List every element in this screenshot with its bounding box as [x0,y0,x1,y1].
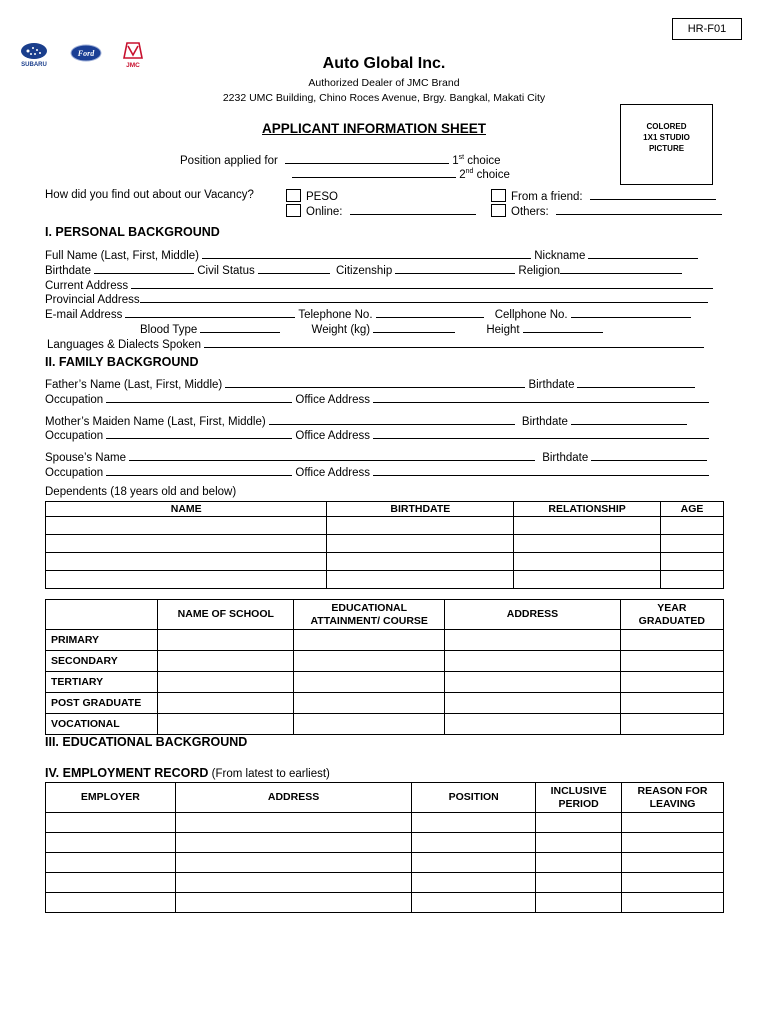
father-birthdate-field[interactable] [577,377,695,388]
blood-type-field[interactable] [200,322,280,333]
employment-heading: IV. EMPLOYMENT RECORD [45,766,209,780]
mother-birthdate-field[interactable] [571,414,687,425]
mother-office-address-field[interactable] [373,428,709,439]
friend-checkbox[interactable] [491,189,506,202]
current-address-row: Current Address [45,278,713,292]
others-field[interactable] [556,204,722,215]
education-header-address: ADDRESS [445,600,620,630]
father-row: Father’s Name (Last, First, Middle) Birthdate [45,377,695,391]
weight-field[interactable] [373,322,455,333]
birthdate-field[interactable] [94,263,194,274]
photo-box [620,104,713,185]
company-address: 2232 UMC Building, Chino Roces Avenue, Brgy. Bangkal, Makati City [222,92,546,104]
online-checkbox[interactable] [286,204,301,217]
full-name-field[interactable] [202,248,531,259]
employment-heading-row [45,766,330,780]
table-row [46,693,724,714]
sheet-title: APPLICANT INFORMATION SHEET [262,121,486,136]
position-second-row: 2nd choice [292,167,510,181]
company-name: Auto Global Inc. [322,55,446,72]
education-row-label: SECONDARY [46,651,158,672]
dependents-label: Dependents (18 years old and below) [45,486,237,498]
table-row [46,873,724,893]
table-row [46,535,724,553]
table-row [46,553,724,571]
education-header-year: YEAR GRADUATED [620,600,723,630]
dependents-table [45,501,724,589]
others-checkbox[interactable] [491,204,506,217]
vacancy-others[interactable]: Others: [491,204,722,218]
mother-row: Mother’s Maiden Name (Last, First, Middle) Birthdate [45,414,687,428]
height-field[interactable] [523,322,603,333]
spouse-row: Spouse’s Name Birthdate [45,450,707,464]
nickname-field[interactable] [588,248,698,259]
mother-name-field[interactable] [269,414,515,425]
cellphone-field[interactable] [571,307,691,318]
dependents-header-name: NAME [46,502,327,517]
dependents-header-relationship: RELATIONSHIP [514,502,661,517]
employment-header-address: ADDRESS [175,783,412,813]
provincial-address-row: Provincial Address [45,292,708,306]
physical-row: Blood Type Weight (kg) Height [140,322,603,336]
citizenship-field[interactable] [395,263,515,274]
photo-box-line-1: COLORED [646,122,687,131]
company-tagline: Authorized Dealer of JMC Brand [308,77,460,89]
telephone-field[interactable] [376,307,484,318]
table-row [46,571,724,589]
table-row [46,833,724,853]
personal-heading: I. PERSONAL BACKGROUND [45,225,220,239]
vacancy-peso[interactable]: PESO [286,189,338,203]
peso-checkbox[interactable] [286,189,301,202]
education-header-blank [46,600,158,630]
table-row [46,630,724,651]
current-address-field[interactable] [131,278,713,289]
education-heading: III. EDUCATIONAL BACKGROUND [45,735,248,749]
spouse-office-address-field[interactable] [373,465,709,476]
mother-occupation-row: Occupation Office Address [45,428,709,442]
svg-text:JMC: JMC [126,62,140,69]
table-row [46,813,724,833]
employment-note: (From latest to earliest) [211,768,330,780]
provincial-address-field[interactable] [140,292,708,303]
civil-status-field[interactable] [258,263,330,274]
photo-box-line-3: PICTURE [648,144,685,153]
father-occupation-field[interactable] [106,392,292,403]
table-row [46,893,724,913]
email-field[interactable] [125,307,295,318]
employment-header-period: INCLUSIVE PERIOD [536,783,622,813]
religion-field[interactable] [560,263,682,274]
education-table [45,599,724,735]
employment-header-position: POSITION [412,783,536,813]
position-first-choice-field[interactable] [285,153,449,164]
employment-header-employer: EMPLOYER [46,783,176,813]
father-office-address-field[interactable] [373,392,709,403]
birthdate-row: Birthdate Civil Status Citizenship Religion [45,263,682,277]
table-row [46,853,724,873]
dependents-header-age: AGE [661,502,724,517]
languages-field[interactable] [204,337,704,348]
employment-header-reason: REASON FOR LEAVING [622,783,724,813]
father-occupation-row: Occupation Office Address [45,392,709,406]
table-row [46,714,724,735]
dependents-header-birthdate: BIRTHDATE [327,502,514,517]
mother-occupation-field[interactable] [106,428,292,439]
form-code: HR-F01 [672,18,742,40]
online-field[interactable] [350,204,476,215]
father-name-field[interactable] [225,377,525,388]
contact-row: E-mail Address Telephone No. Cellphone No. [45,307,691,321]
svg-text:SUBARU: SUBARU [21,62,47,68]
employment-table [45,782,724,913]
spouse-occupation-field[interactable] [106,465,292,476]
position-first-row: Position applied for 1st choice [180,154,501,167]
position-label: Position applied for [180,155,278,167]
table-row [46,517,724,535]
table-row [46,672,724,693]
spouse-occupation-row: Occupation Office Address [45,465,709,479]
table-row [46,651,724,672]
education-header-course: EDUCATIONAL ATTAINMENT/ COURSE [294,600,445,630]
languages-row: Languages & Dialects Spoken [47,337,704,351]
position-second-choice-field[interactable] [292,167,456,178]
vacancy-question: How did you find out about our Vacancy? [45,189,254,201]
education-header-school: NAME OF SCHOOL [158,600,294,630]
full-name-row: Full Name (Last, First, Middle) Nickname [45,248,698,262]
friend-field[interactable] [590,189,716,200]
svg-text:Ford: Ford [77,49,95,58]
education-row-label: TERTIARY [46,672,158,693]
spouse-name-field[interactable] [129,450,535,461]
vacancy-online[interactable]: Online: [286,204,476,218]
education-row-label: PRIMARY [46,630,158,651]
vacancy-friend[interactable]: From a friend: [491,189,716,203]
education-row-label: POST GRADUATE [46,693,158,714]
spouse-birthdate-field[interactable] [591,450,707,461]
education-row-label: VOCATIONAL [46,714,158,735]
photo-box-line-2: 1X1 STUDIO [643,133,690,142]
family-heading: II. FAMILY BACKGROUND [45,355,199,369]
